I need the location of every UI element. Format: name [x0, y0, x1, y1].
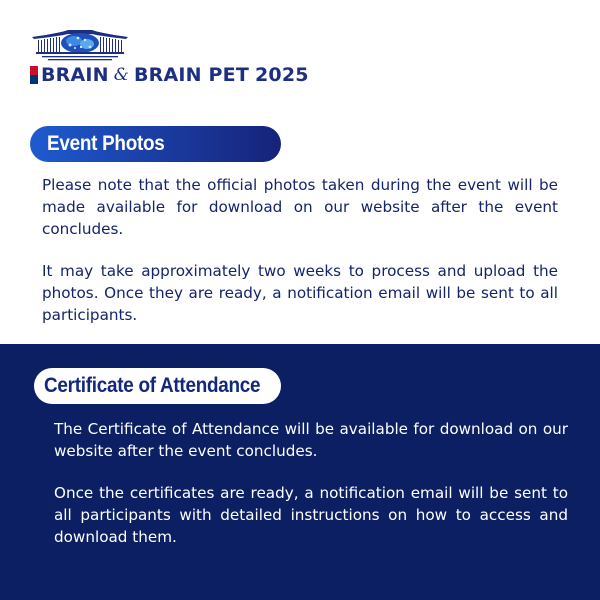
logo-year: 2025 — [255, 64, 309, 86]
conference-logo — [30, 28, 320, 88]
logo-ampersand: & — [113, 65, 129, 85]
event-photos-paragraph-2: It may take approximately two weeks to process and upload the photos. Once they are ready, a notification email will be sent to all participants. — [42, 262, 558, 324]
logo-brain-pet-word: BRAIN PET — [133, 64, 250, 86]
event-photos-heading-pill — [30, 126, 281, 162]
hanok-brain-logo-icon — [30, 28, 130, 64]
certificate-paragraph-1: The Certificate of Attendance will be available for download on our website after the event concludes. — [54, 420, 568, 460]
certificate-heading-pill — [34, 368, 281, 404]
flag-mark-icon — [30, 66, 38, 84]
certificate-paragraph-2: Once the certificates are ready, a notification email will be sent to all participants with detailed instructions on how to access and download them. — [54, 484, 568, 546]
logo-wordmark — [30, 62, 309, 88]
event-photos-heading: Event Photos — [47, 132, 165, 155]
logo-brain-word: BRAIN — [41, 64, 109, 86]
certificate-heading: Certificate of Attendance — [44, 374, 261, 397]
event-photos-paragraph-1: Please note that the official photos taken during the event will be made available for download on our website after the event concludes. — [42, 176, 558, 238]
